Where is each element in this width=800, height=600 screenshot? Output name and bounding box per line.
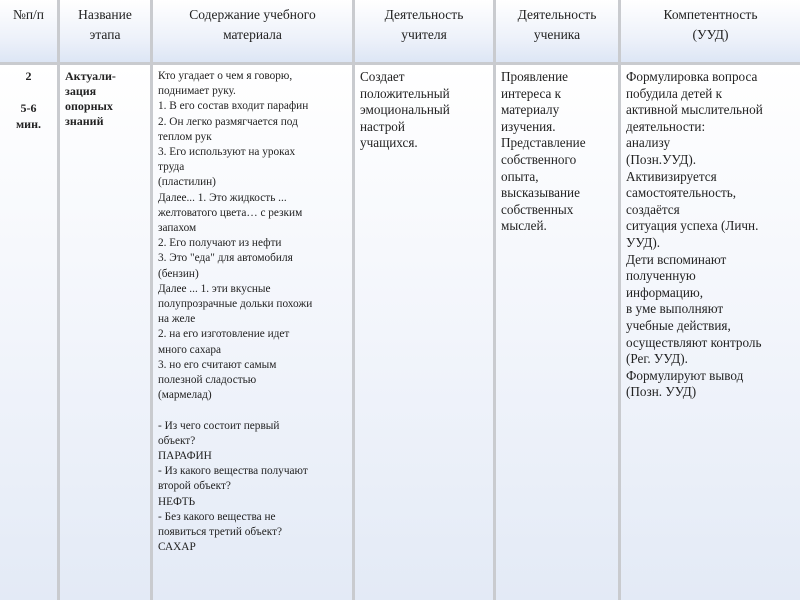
row-competence-cell: Формулировка вопроса побудила детей к активной мыслительной деятельности: анализу (Позн.УУД). Активизируется самостоятельность, создаётся ситуация успеха (Личн. УУД). Дети вспоминают полученную информацию, в уме выполняют учебные действия, осуществляют контроль (Рег. УУД). Формулируют вывод (Позн. УУД) bbox=[621, 65, 800, 600]
header-number: №п/п bbox=[0, 0, 57, 62]
row-teacher-cell: Создает положительный эмоциональный настрой учащихся. bbox=[355, 65, 493, 600]
header-content: Содержание учебного материала bbox=[153, 0, 352, 62]
header-student-activity: Деятельность ученика bbox=[496, 0, 618, 62]
row-student-cell: Проявление интереса к материалу изучения. Представление собственного опыта, высказывание собственных мыслей. bbox=[496, 65, 618, 600]
row-content-cell: Кто угадает о чем я говорю, поднимает руку. 1. В его состав входит парафин 2. Он легко размягчается под теплом рук 3. Его используют на уроках труда (пластилин) Далее... 1. Это жидкость ... желтоватого цвета… с резким запахом 2. Его получают из нефти 3. Это "еда" для автомобиля (бензин) Далее ... 1. эти вкусные полупрозрачные дольки похожи на желе 2. на его изготовление идет много сахара 3. но его считают самым полезной сладостью (мармелад) - Из чего состоит первый объект? ПАРАФИН - Из какого вещества получают второй объект? НЕФТЬ - Без какого вещества не появиться третий объект? САХАР bbox=[153, 65, 352, 600]
header-competence: Компетентность (УУД) bbox=[621, 0, 800, 62]
header-stage-name: Название этапа bbox=[60, 0, 150, 62]
row-number-cell: 2 5-6 мин. bbox=[0, 65, 57, 600]
header-teacher-activity: Деятельность учителя bbox=[355, 0, 493, 62]
row-stage-cell: Актуали- зация опорных знаний bbox=[60, 65, 150, 600]
